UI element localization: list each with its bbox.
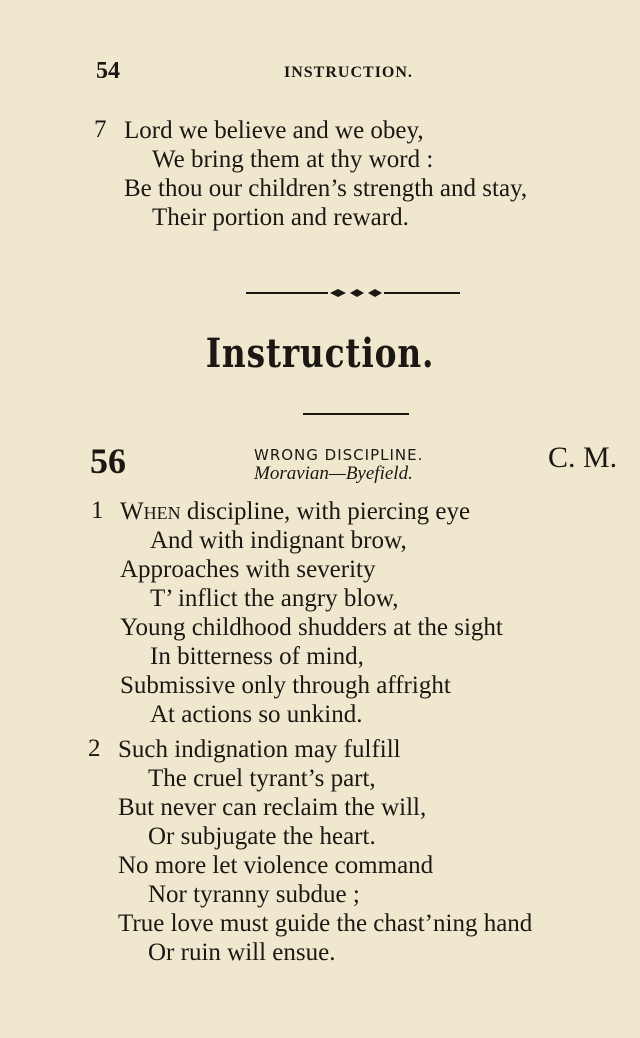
- verse-line: Or ruin will ensue.: [148, 939, 336, 966]
- verse-line: The cruel tyrant’s part,: [148, 765, 376, 792]
- verse-line: In bitterness of mind,: [150, 643, 364, 670]
- verse-line: We bring them at thy word :: [152, 146, 434, 173]
- hymn-title: WRONG DISCIPLINE.: [254, 446, 424, 464]
- verse-first-word: When: [120, 498, 181, 525]
- hymn-number: 56: [90, 441, 126, 481]
- hymn-meter: C. M.: [548, 441, 618, 474]
- ornament-divider: [246, 283, 460, 303]
- verse-line: Young childhood shudders at the sight: [120, 614, 503, 641]
- title-rule: [303, 413, 409, 415]
- verse-line: At actions so unkind.: [150, 701, 363, 728]
- verse-number: 1: [91, 497, 104, 524]
- verse-line: T’ inflict the angry blow,: [150, 585, 399, 612]
- verse-line: Submissive only through affright: [120, 672, 451, 699]
- verse-line-rest: discipline, with piercing eye: [180, 498, 471, 525]
- verse-line: Nor tyranny subdue ;: [148, 881, 360, 908]
- verse-number: 2: [88, 735, 101, 762]
- verse-line: True love must guide the chast’ning hand: [118, 910, 533, 937]
- page-number: 54: [96, 58, 120, 84]
- verse-line: Be thou our children’s strength and stay,: [124, 175, 528, 202]
- verse-line: No more let violence command: [118, 852, 434, 879]
- verse-line: Approaches with severity: [120, 556, 376, 583]
- verse-line: Lord we believe and we obey,: [124, 117, 424, 144]
- verse-line: Or subjugate the heart.: [148, 823, 376, 850]
- verse-line: And with indignant brow,: [150, 527, 407, 554]
- verse-line: [120, 497, 470, 526]
- verse-line: Such indignation may fulfill: [118, 736, 401, 763]
- running-title: INSTRUCTION.: [284, 64, 413, 81]
- section-title: Instruction.: [205, 330, 435, 377]
- verse-line: But never can reclaim the will,: [118, 794, 427, 821]
- hymn-tune: Moravian—Byefield.: [254, 463, 413, 484]
- verse-line: Their portion and reward.: [152, 204, 409, 231]
- verse-number: 7: [94, 116, 107, 143]
